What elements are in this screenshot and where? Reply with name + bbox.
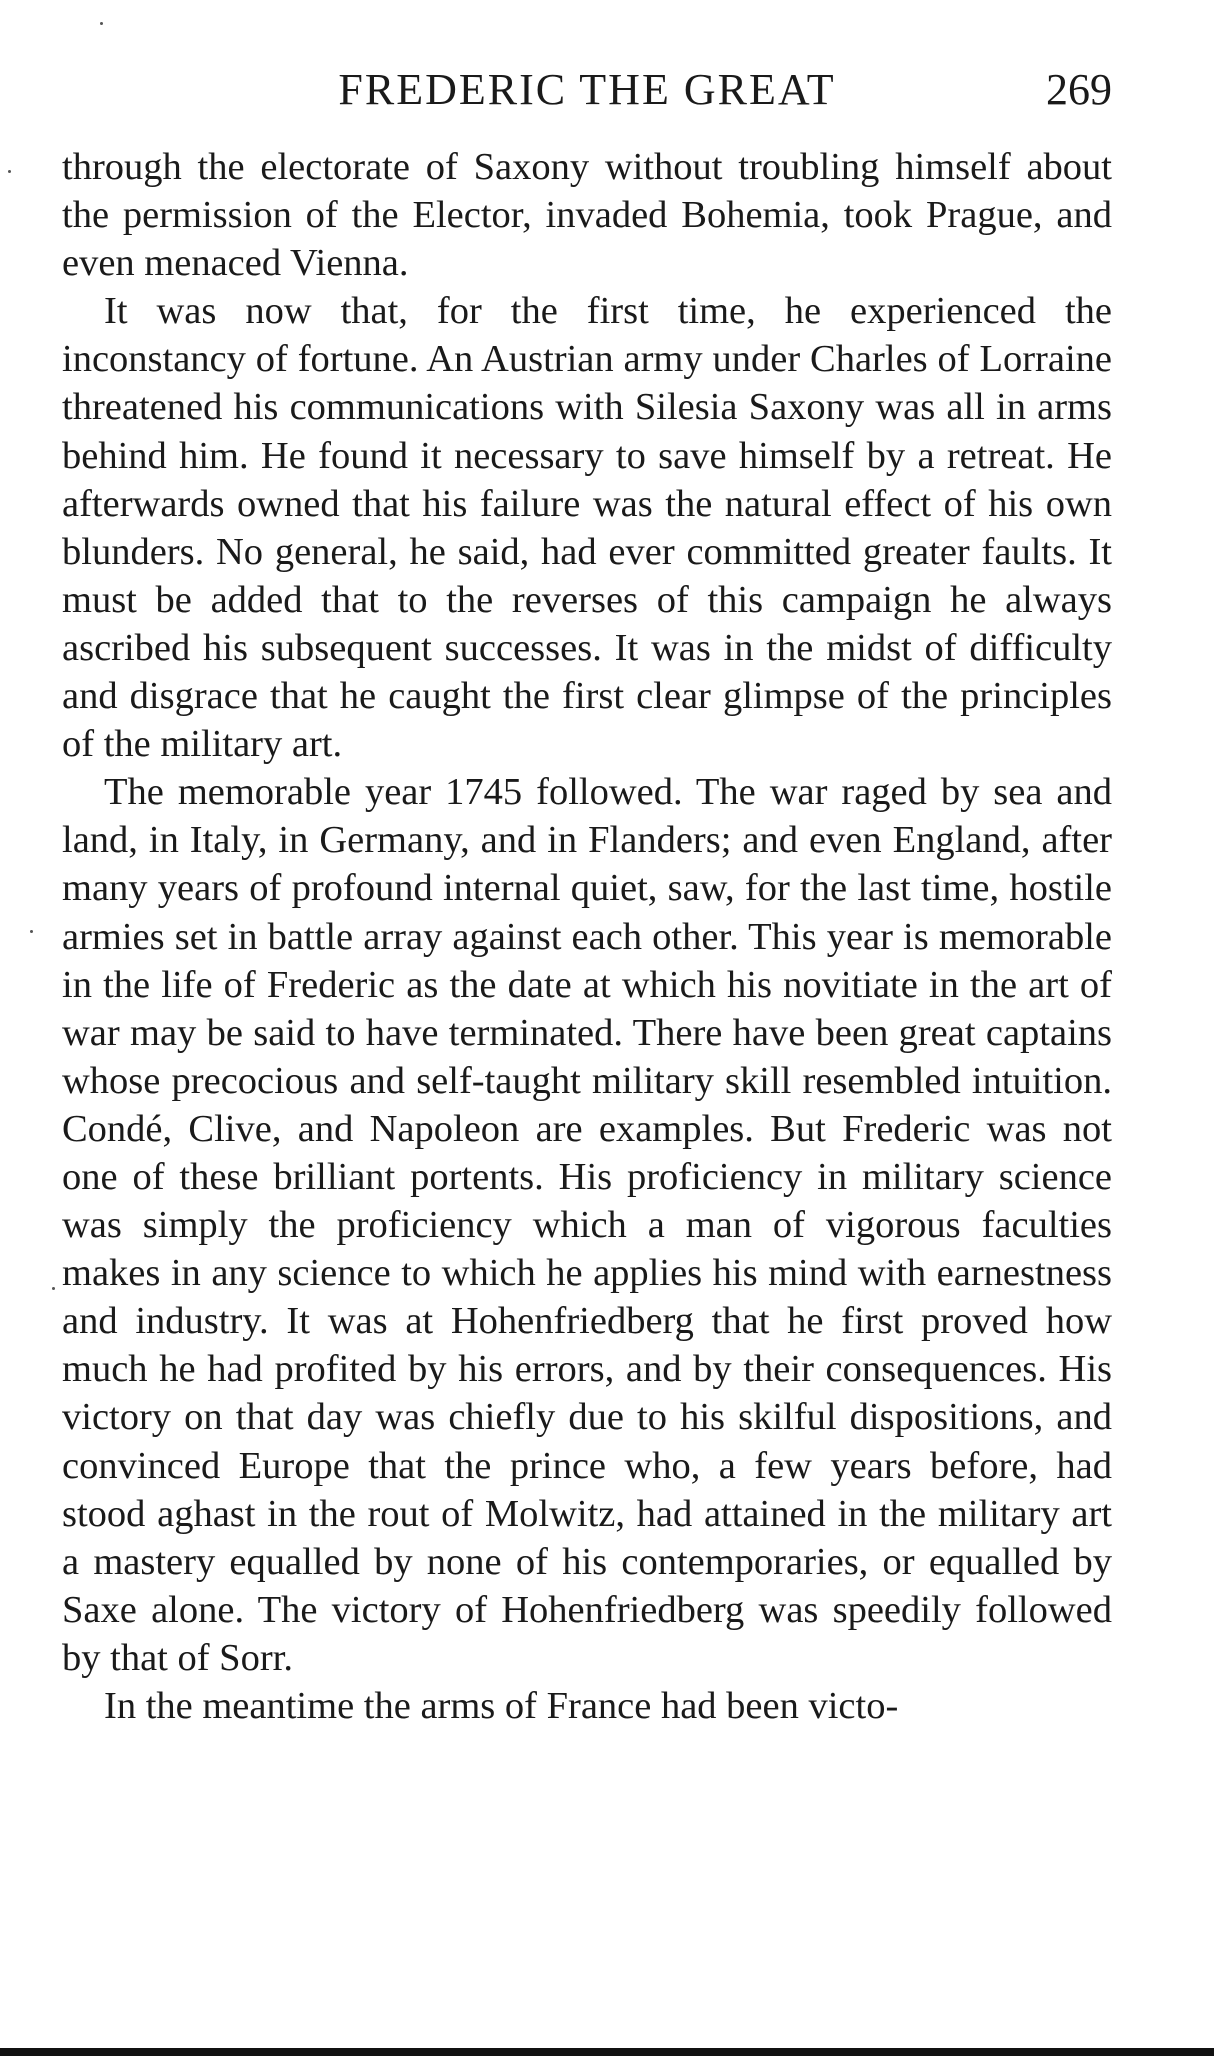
page-number: 269	[1046, 65, 1112, 114]
body-text	[62, 143, 1112, 1730]
paragraph-3: The memorable year 1745 followed. The war raged by sea and land, in Italy, in Germany, and in Flanders; and even England, after many years of profound internal quiet, saw, for the last time, hostile armies set in battle array against each other. This year is memorable in the life of Frederic as the date at which his novitiate in the art of war may be said to have terminated. There have been great captains whose precocious and self-taught military skill resembled intuition. Condé, Clive, and Napoleon are examples. But Frederic was not one of these brilliant portents. His proficiency in military science was simply the proficiency which a man of vigorous faculties makes in any science to which he applies his mind with earnestness and industry. It was at Hohenfriedberg that he first proved how much he had profited by his errors, and by their consequences. His victory on that day was chiefly due to his skilful dispositions, and convinced Europe that the prince who, a few years before, had stood aghast in the rout of Molwitz, had attained in the military art a mastery equalled by none of his contemporaries, or equalled by Saxe alone. The victory of Hohenfriedberg was speedily followed by that of Sorr.	[62, 771, 1112, 1679]
scan-speck	[30, 930, 33, 933]
scan-speck	[52, 1287, 55, 1290]
scan-speck	[8, 170, 11, 173]
paragraph-2: It was now that, for the first time, he experienced the inconstancy of fortune. An Austrian army under Charles of Lorraine threatened his communications with Silesia Saxony was all in arms behind him. He found it necessary to save himself by a retreat. He afterwards owned that his failure was the natural effect of his own blunders. No general, he said, had ever committed greater faults. It must be added that to the reverses of this campaign he always ascribed his subsequent successes. It was in the midst of difficulty and disgrace that he caught the first clear glimpse of the principles of the military art.	[62, 290, 1112, 766]
scan-speck	[100, 22, 103, 25]
bottom-rule	[0, 2048, 1214, 2056]
paragraph-4: In the meantime the arms of France had been victo-	[104, 1685, 899, 1727]
running-title: FREDERIC THE GREAT	[338, 65, 836, 114]
page-header	[62, 60, 1112, 120]
paragraph-1: through the electorate of Saxony without troubling himself about the permission of the Elector, invaded Bohemia, took Prague, and even menaced Vienna.	[62, 146, 1112, 285]
